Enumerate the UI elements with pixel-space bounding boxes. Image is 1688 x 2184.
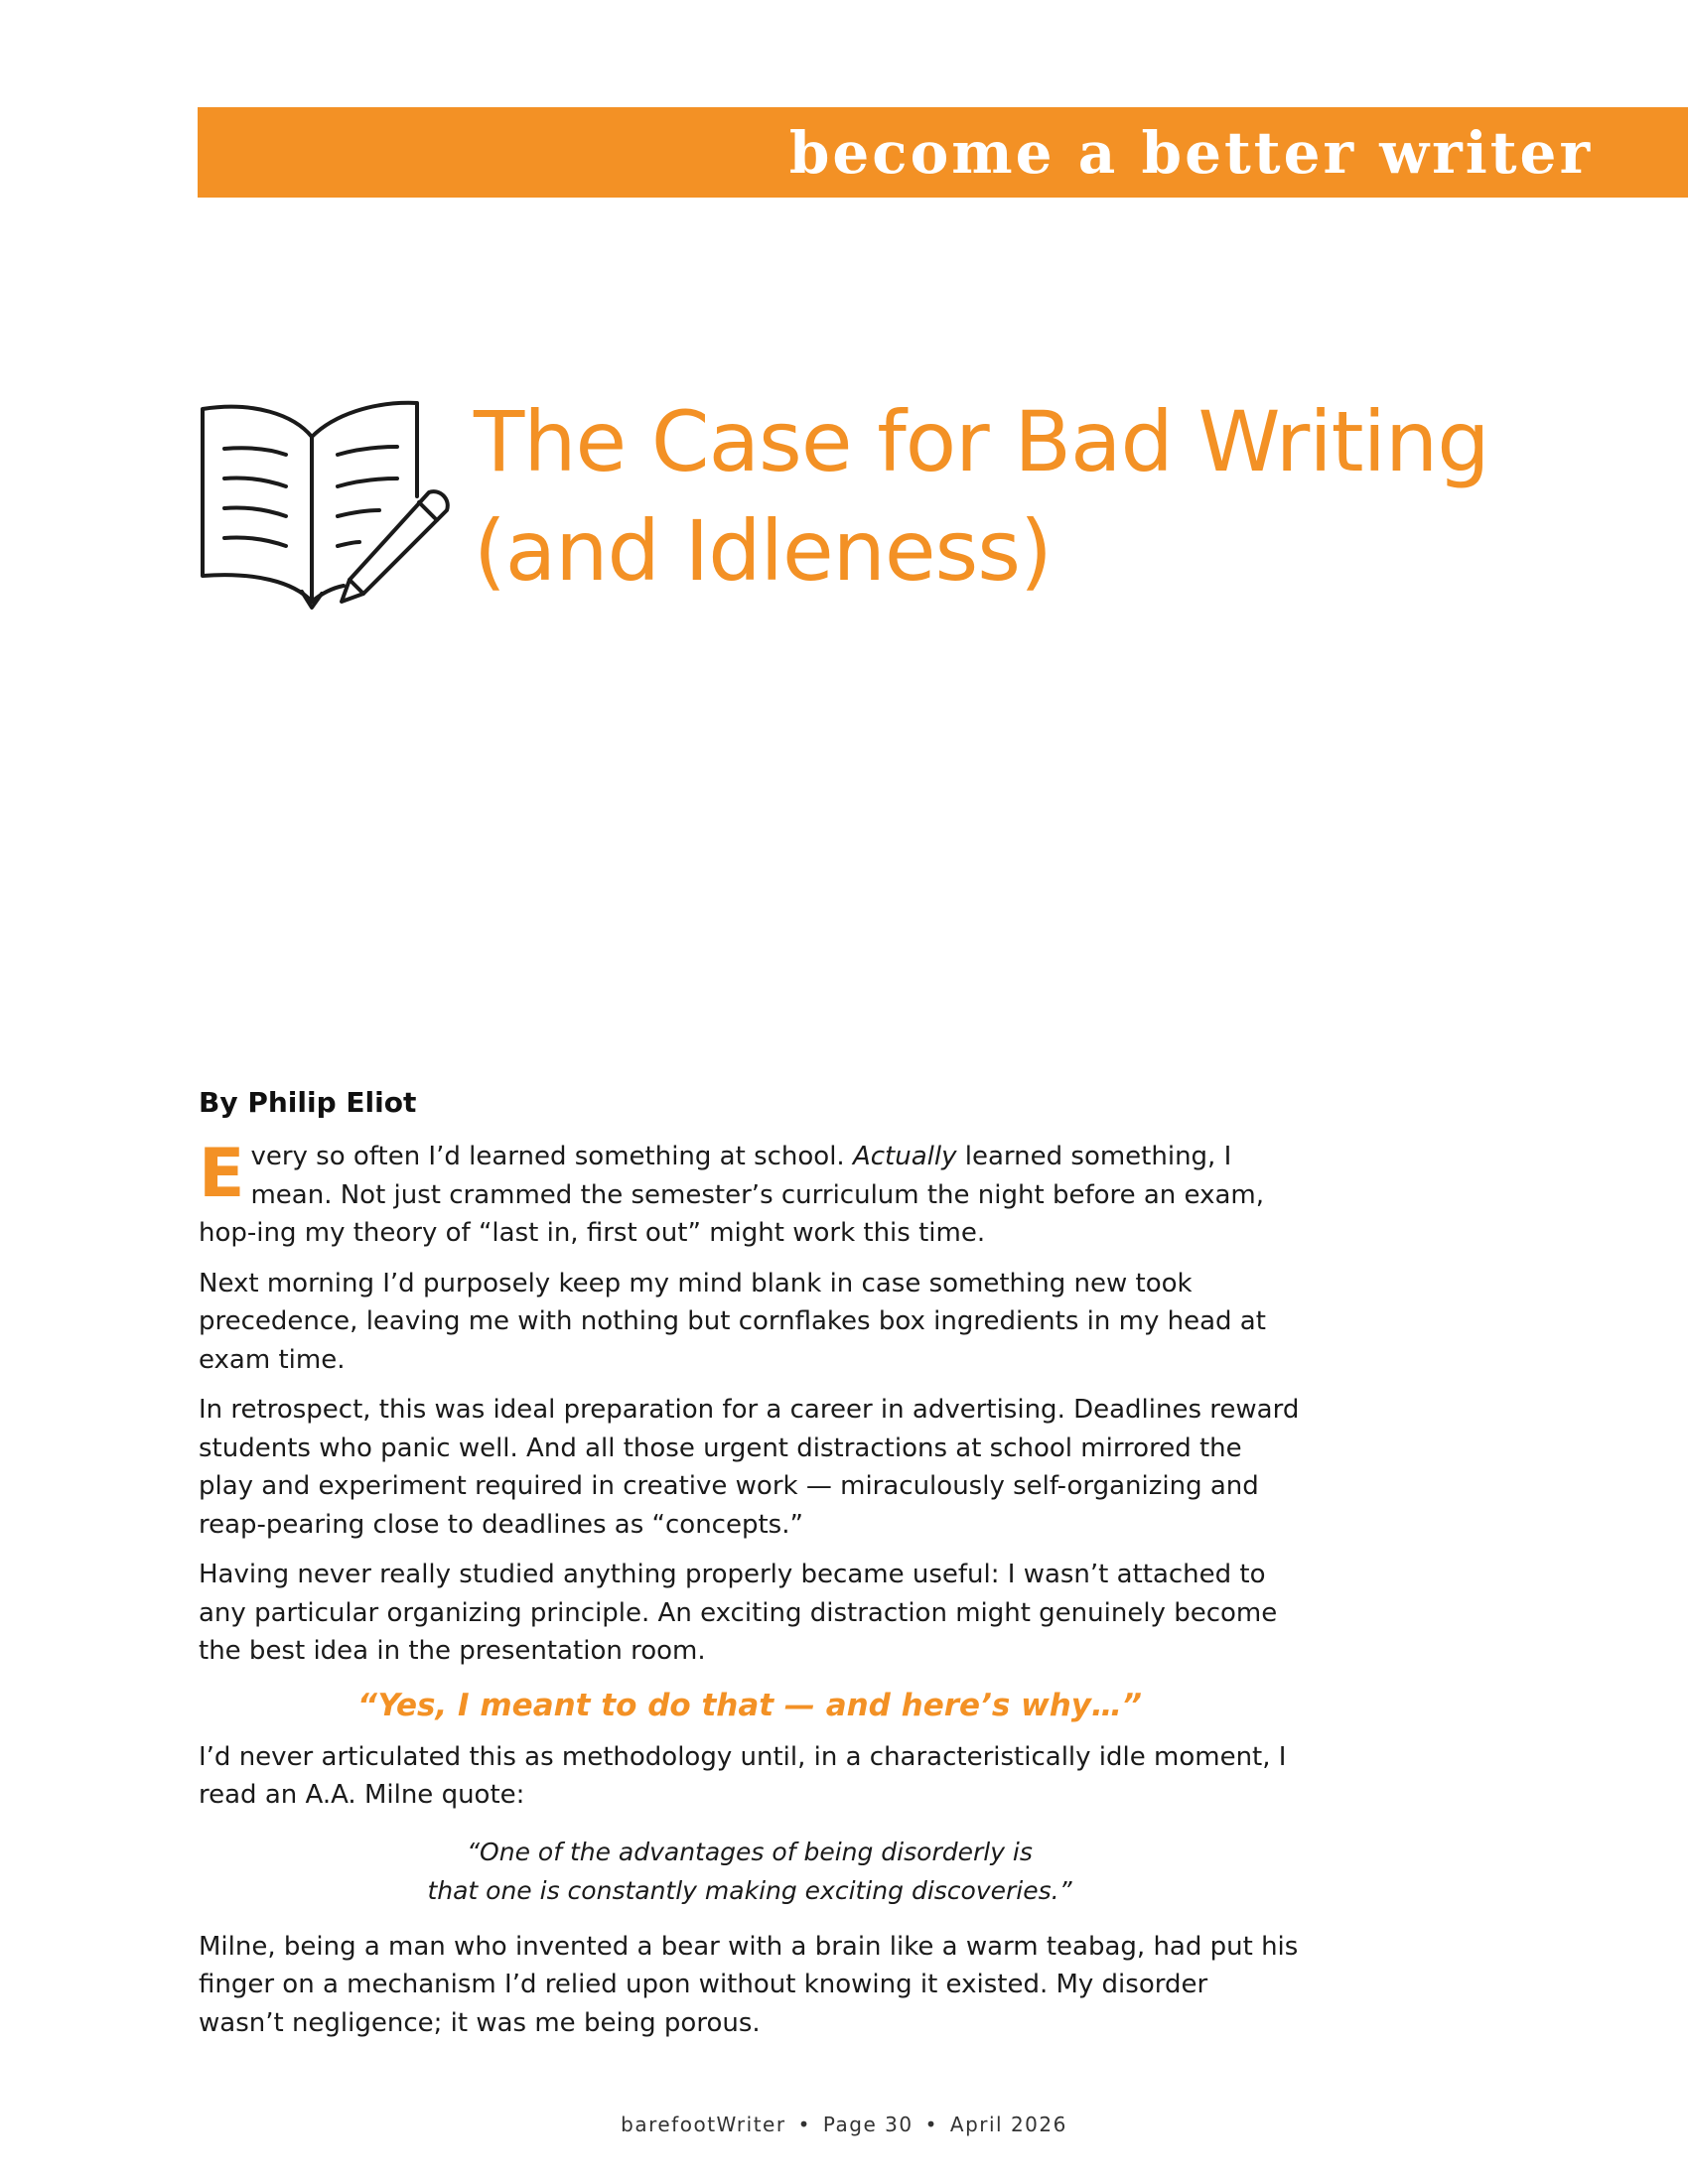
byline: By Philip Eliot	[199, 1086, 417, 1119]
open-book-with-pencil-icon	[195, 397, 455, 612]
footer-separator: •	[797, 2113, 811, 2136]
paragraph-5: I’d never articulated this as methodology until, in a characteristically idle moment, I read an A.A. Milne quote:	[199, 1741, 1287, 1810]
paragraph-1-text-a: very so often I’d learned something at school.	[250, 1142, 853, 1171]
block-quote	[199, 1833, 1301, 1910]
paragraph-1-emphasis: Actually	[852, 1142, 957, 1171]
section-banner	[198, 107, 1688, 198]
section-label: become a better writer	[788, 119, 1593, 187]
quote-line-1: “One of the advantages of being disorderly is	[467, 1837, 1033, 1866]
paragraph-2: Next morning I’d purposely keep my mind blank in case something new took precedence, leaving me with nothing but cornflakes box ingredients in my head at exam time.	[199, 1268, 1266, 1375]
pull-quote: “Yes, I meant to do that — and here’s why…”	[357, 1687, 1142, 1723]
page-footer	[0, 2113, 1688, 2136]
footer-publication: barefootWriter	[621, 2113, 786, 2136]
paragraph-4: Having never really studied anything properly became useful: I wasn’t attached to any particular organizing principle. An exciting distraction might genuinely become the best idea in the presentation room.	[199, 1560, 1278, 1666]
footer-date: April 2026	[949, 2113, 1067, 2136]
article-body	[199, 1135, 1301, 2054]
paragraph-1	[199, 1135, 1301, 1253]
paragraph-1-text-b: learned something, I mean. Not just crammed the semester’s curriculum the night before an exam, hop-ing my theory of “last in, first out” might work this time.	[199, 1142, 1265, 1248]
title-line-1: The Case for Bad Writing	[474, 393, 1489, 490]
footer-separator: •	[924, 2113, 938, 2136]
article-title	[474, 387, 1616, 606]
footer-page-number: Page 30	[822, 2113, 914, 2136]
paragraph-3: In retrospect, this was ideal preparation for a career in advertising. Deadlines reward students who panic well. And all those urgent distractions at school mirrored the play and experiment required in creative work — miraculously self-organizing and reap-pearing close to deadlines as “concepts.”	[199, 1395, 1300, 1540]
title-line-2: (and Idleness)	[474, 502, 1052, 600]
drop-cap: E	[199, 1135, 245, 1213]
quote-line-2: that one is constantly making exciting discoveries.”	[427, 1875, 1072, 1905]
paragraph-6: Milne, being a man who invented a bear with a brain like a warm teabag, had put his finger on a mechanism I’d relied upon without knowing it existed. My disorder wasn’t negligence; it was me being porous.	[199, 1931, 1299, 2038]
